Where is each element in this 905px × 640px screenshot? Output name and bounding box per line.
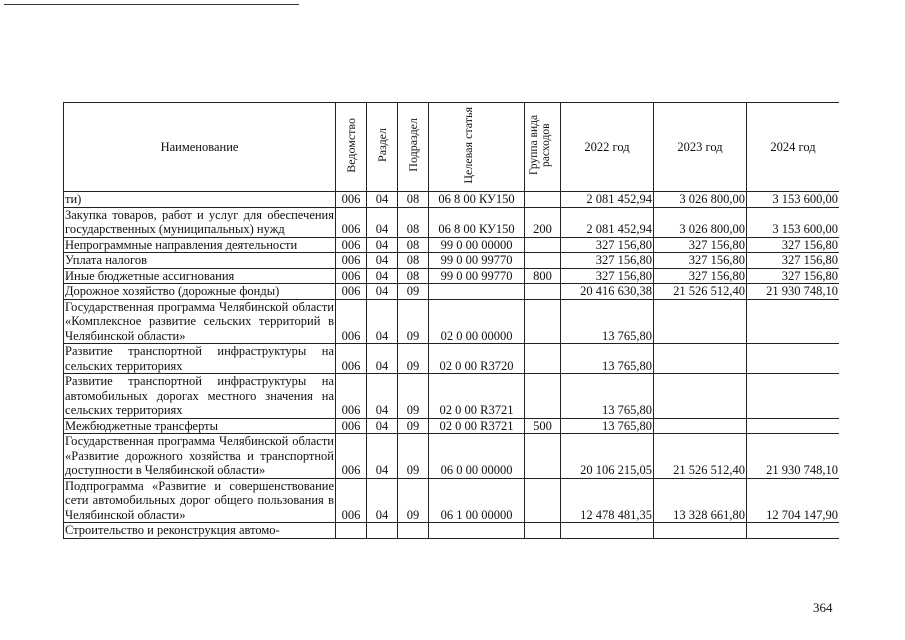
- row-2022: 20 416 630,38: [561, 284, 654, 300]
- row-2023: [654, 523, 747, 539]
- table-row: [64, 434, 840, 479]
- row-gvr: [525, 253, 561, 269]
- row-2023: 3 026 800,00: [654, 207, 747, 237]
- row-vedomstvo: 006: [336, 434, 367, 479]
- row-gvr: [525, 434, 561, 479]
- row-name: Развитие транспортной инфраструктуры на сельских территориях: [65, 344, 334, 373]
- header-2023: 2023 год: [654, 103, 747, 192]
- budget-table-container: [63, 102, 839, 592]
- table-row: [64, 253, 840, 269]
- row-2024: 327 156,80: [747, 237, 840, 253]
- table-row: [64, 344, 840, 374]
- row-2023: [654, 418, 747, 434]
- row-name: Уплата налогов: [64, 253, 336, 269]
- row-2022: 327 156,80: [561, 253, 654, 269]
- table-row: [64, 299, 840, 344]
- row-2022: 13 765,80: [561, 418, 654, 434]
- table-row: [64, 207, 840, 237]
- row-podrazdel: 08: [398, 192, 429, 208]
- row-2022: 327 156,80: [561, 237, 654, 253]
- row-2024: 327 156,80: [747, 268, 840, 284]
- row-vedomstvo: 006: [336, 284, 367, 300]
- row-razdel: 04: [367, 478, 398, 523]
- row-2022: [561, 523, 654, 539]
- table-row: [64, 284, 840, 300]
- row-celevaya-statya: 99 0 00 99770: [429, 253, 525, 269]
- row-podrazdel: 09: [398, 434, 429, 479]
- table-row: [64, 478, 840, 523]
- row-2024: 327 156,80: [747, 253, 840, 269]
- row-vedomstvo: 006: [336, 237, 367, 253]
- row-celevaya-statya: [429, 523, 525, 539]
- header-gruppa-vida-rashodov: Группа вида расходов: [525, 103, 561, 192]
- row-2024: [747, 299, 840, 344]
- row-celevaya-statya: 06 0 00 00000: [429, 434, 525, 479]
- row-vedomstvo: [336, 523, 367, 539]
- row-name: Межбюджетные трансферты: [64, 418, 336, 434]
- row-2024: 12 704 147,90: [747, 478, 840, 523]
- row-2024: [747, 374, 840, 419]
- row-name: Подпрограмма «Развитие и совершенствование сети автомобильных дорог общего пользования в Челябинской области»: [65, 478, 334, 522]
- row-celevaya-statya: 06 8 00 КУ150: [429, 207, 525, 237]
- row-2023: [654, 299, 747, 344]
- row-razdel: 04: [367, 434, 398, 479]
- row-gvr: 500: [525, 418, 561, 434]
- row-2023: 327 156,80: [654, 268, 747, 284]
- row-name: Непрограммные направления деятельности: [64, 237, 336, 253]
- header-podrazdel: Подраздел: [398, 103, 429, 192]
- row-podrazdel: 09: [398, 299, 429, 344]
- row-gvr: [525, 344, 561, 374]
- header-celevaya-statya: Целевая статья: [429, 103, 525, 192]
- row-2024: [747, 523, 840, 539]
- row-gvr: [525, 192, 561, 208]
- row-vedomstvo: 006: [336, 478, 367, 523]
- row-celevaya-statya: 06 8 00 КУ150: [429, 192, 525, 208]
- row-vedomstvo: 006: [336, 344, 367, 374]
- row-celevaya-statya: 02 0 00 00000: [429, 299, 525, 344]
- row-vedomstvo: 006: [336, 268, 367, 284]
- row-razdel: 04: [367, 268, 398, 284]
- row-2024: [747, 344, 840, 374]
- row-2023: 327 156,80: [654, 253, 747, 269]
- row-celevaya-statya: 99 0 00 00000: [429, 237, 525, 253]
- row-2024: 3 153 600,00: [747, 192, 840, 208]
- row-podrazdel: 08: [398, 237, 429, 253]
- row-gvr: 800: [525, 268, 561, 284]
- row-gvr: [525, 478, 561, 523]
- row-2023: 21 526 512,40: [654, 284, 747, 300]
- row-name: Закупка товаров, работ и услуг для обеспечения государственных (муниципальных) нужд: [65, 207, 334, 236]
- row-2023: [654, 374, 747, 419]
- row-razdel: 04: [367, 344, 398, 374]
- row-celevaya-statya: 02 0 00 R3720: [429, 344, 525, 374]
- row-2023: 21 526 512,40: [654, 434, 747, 479]
- row-podrazdel: 09: [398, 478, 429, 523]
- header-2024: 2024 год: [747, 103, 840, 192]
- row-2022: 13 765,80: [561, 344, 654, 374]
- table-row: [64, 374, 840, 419]
- row-razdel: [367, 523, 398, 539]
- row-2022: 20 106 215,05: [561, 434, 654, 479]
- row-podrazdel: 09: [398, 284, 429, 300]
- row-name: ти): [64, 192, 336, 208]
- row-2023: 3 026 800,00: [654, 192, 747, 208]
- row-vedomstvo: 006: [336, 207, 367, 237]
- row-name: Дорожное хозяйство (дорожные фонды): [64, 284, 336, 300]
- row-2022: 2 081 452,94: [561, 192, 654, 208]
- row-podrazdel: 09: [398, 418, 429, 434]
- row-2023: 13 328 661,80: [654, 478, 747, 523]
- row-2024: 3 153 600,00: [747, 207, 840, 237]
- row-razdel: 04: [367, 207, 398, 237]
- row-gvr: 200: [525, 207, 561, 237]
- row-razdel: 04: [367, 237, 398, 253]
- row-vedomstvo: 006: [336, 253, 367, 269]
- table-row: [64, 192, 840, 208]
- row-2022: 12 478 481,35: [561, 478, 654, 523]
- row-2022: 327 156,80: [561, 268, 654, 284]
- row-podrazdel: [398, 523, 429, 539]
- row-2022: 2 081 452,94: [561, 207, 654, 237]
- row-2024: 21 930 748,10: [747, 284, 840, 300]
- row-2022: 13 765,80: [561, 299, 654, 344]
- row-2024: 21 930 748,10: [747, 434, 840, 479]
- table-row: [64, 523, 840, 539]
- row-vedomstvo: 006: [336, 418, 367, 434]
- row-celevaya-statya: 99 0 00 99770: [429, 268, 525, 284]
- budget-table: [63, 102, 839, 539]
- row-podrazdel: 08: [398, 207, 429, 237]
- row-podrazdel: 08: [398, 268, 429, 284]
- header-vedomstvo: Ведомство: [336, 103, 367, 192]
- row-name: Государственная программа Челябинской области «Развитие дорожного хозяйства и транспортной доступности в Челябинской области»: [65, 434, 334, 477]
- row-podrazdel: 09: [398, 374, 429, 419]
- page-number: 364: [813, 600, 833, 615]
- row-vedomstvo: 006: [336, 374, 367, 419]
- header-name: Наименование: [64, 103, 336, 192]
- row-celevaya-statya: [429, 284, 525, 300]
- row-celevaya-statya: 06 1 00 00000: [429, 478, 525, 523]
- row-razdel: 04: [367, 253, 398, 269]
- row-gvr: [525, 299, 561, 344]
- row-razdel: 04: [367, 418, 398, 434]
- row-vedomstvo: 006: [336, 192, 367, 208]
- row-razdel: 04: [367, 192, 398, 208]
- table-row: [64, 418, 840, 434]
- row-celevaya-statya: 02 0 00 R3721: [429, 418, 525, 434]
- row-podrazdel: 08: [398, 253, 429, 269]
- row-name: Государственная программа Челябинской области «Комплексное развитие сельских территорий в Челябинской области»: [65, 299, 334, 343]
- table-row: [64, 268, 840, 284]
- row-gvr: [525, 523, 561, 539]
- row-2023: [654, 344, 747, 374]
- row-celevaya-statya: 02 0 00 R3721: [429, 374, 525, 419]
- header-razdel: Раздел: [367, 103, 398, 192]
- row-podrazdel: 09: [398, 344, 429, 374]
- row-gvr: [525, 284, 561, 300]
- row-name: Развитие транспортной инфраструктуры на автомобильных дорогах местного значения на сельских территориях: [65, 374, 334, 417]
- row-2023: 327 156,80: [654, 237, 747, 253]
- row-razdel: 04: [367, 284, 398, 300]
- top-rule: [4, 4, 299, 5]
- header-2022: 2022 год: [561, 103, 654, 192]
- row-name: Строительство и реконструкция автомо-: [64, 523, 336, 539]
- row-gvr: [525, 237, 561, 253]
- row-2022: 13 765,80: [561, 374, 654, 419]
- row-razdel: 04: [367, 299, 398, 344]
- row-2024: [747, 418, 840, 434]
- row-name: Иные бюджетные ассигнования: [64, 268, 336, 284]
- table-header-row: [64, 103, 840, 192]
- row-vedomstvo: 006: [336, 299, 367, 344]
- row-razdel: 04: [367, 374, 398, 419]
- row-gvr: [525, 374, 561, 419]
- table-row: [64, 237, 840, 253]
